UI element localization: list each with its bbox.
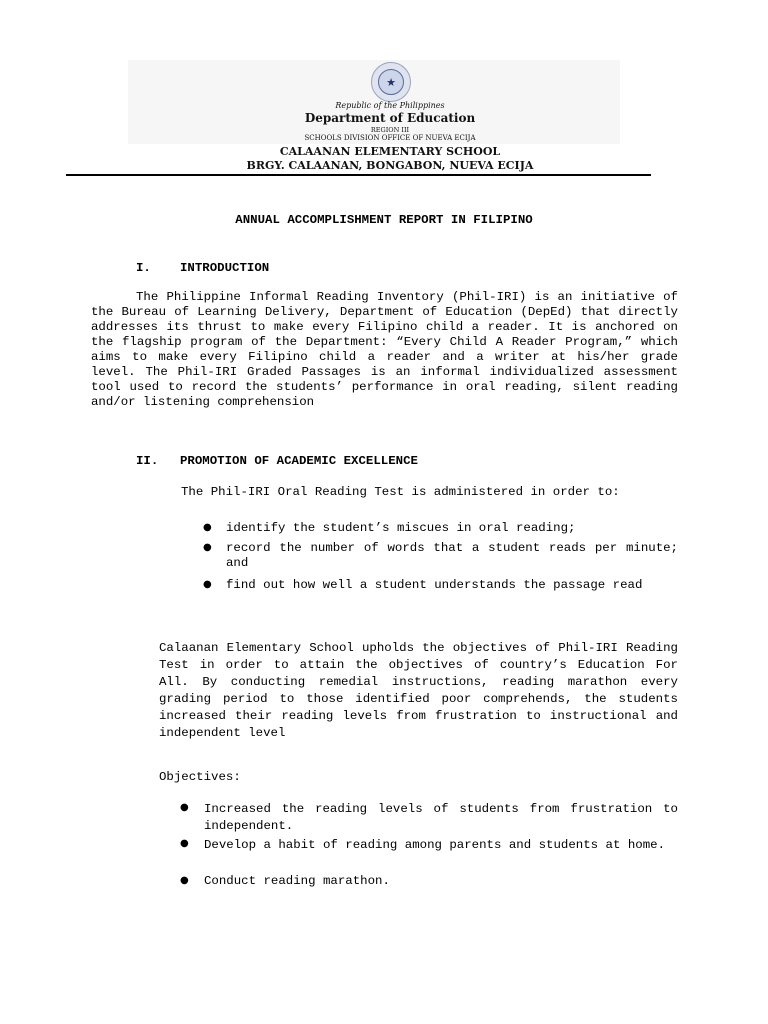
- section-2-number: II.: [136, 454, 159, 468]
- oral-reading-intro: The Phil-IRI Oral Reading Test is administered in order to:: [181, 485, 620, 499]
- purpose-item-1: identify the student’s miscues in oral reading;: [226, 521, 576, 535]
- objective-item-1: Increased the reading levels of students from frustration to independent.: [204, 802, 678, 833]
- section-1-number: I.: [136, 261, 151, 275]
- objectives-label: Objectives:: [159, 770, 241, 784]
- objective-item-3: Conduct reading marathon.: [204, 874, 390, 888]
- purpose-item-2: record the number of words that a student reads per minute; and: [226, 541, 678, 570]
- header-divider: [66, 174, 651, 176]
- deped-seal-icon: [371, 62, 411, 102]
- department-name: Department of Education: [304, 111, 476, 125]
- bullet-icon: ●: [180, 838, 189, 849]
- bullet-icon: ●: [203, 522, 212, 533]
- school-objectives-paragraph: Calaanan Elementary School upholds the objectives of Phil-IRI Reading Test in order to attain the objectives of country’s Education For All. By conducting remedial instructions, reading marathon every grading period to those identified poor comprehends, the students increased their reading levels from frustration to instructional and independent level: [159, 641, 678, 740]
- bullet-icon: ●: [180, 875, 189, 886]
- school-name: CALAANAN ELEMENTARY SCHOOL: [279, 145, 501, 158]
- section-1-title: INTRODUCTION: [180, 261, 270, 275]
- introduction-paragraph: The Philippine Informal Reading Inventory (Phil-IRI) is an initiative of the Bureau of Learning Delivery, Department of Education (DepEd) that directly addresses its thrust to make every Filipino child a reader. It is anchored on the flagship program of the Department: “Every Child A Reader Program,” which aims to make every Filipino child a reader and a writer at his/her grade level. The Phil-IRI Graded Passages is an informal individualized assessment tool used to record the students’ performance in oral reading, silent reading and/or listening comprehension: [91, 290, 678, 409]
- region-line: REGION III: [370, 126, 410, 134]
- division-line: SCHOOLS DIVISION OFFICE OF NUEVA ECIJA: [304, 134, 476, 142]
- republic-line: Republic of the Philippines: [335, 101, 445, 110]
- purpose-item-3: find out how well a student understands the passage read: [226, 578, 643, 592]
- bullet-icon: ●: [203, 579, 212, 590]
- school-address: BRGY. CALAANAN, BONGABON, NUEVA ECIJA: [246, 159, 534, 172]
- document-title: ANNUAL ACCOMPLISHMENT REPORT IN FILIPINO: [235, 213, 533, 227]
- seal-emblem: ★: [378, 69, 404, 95]
- bullet-icon: ●: [203, 542, 212, 553]
- bullet-icon: ●: [180, 802, 189, 813]
- objective-item-2: Develop a habit of reading among parents and students at home.: [204, 838, 666, 852]
- section-2-title: PROMOTION OF ACADEMIC EXCELLENCE: [180, 454, 418, 468]
